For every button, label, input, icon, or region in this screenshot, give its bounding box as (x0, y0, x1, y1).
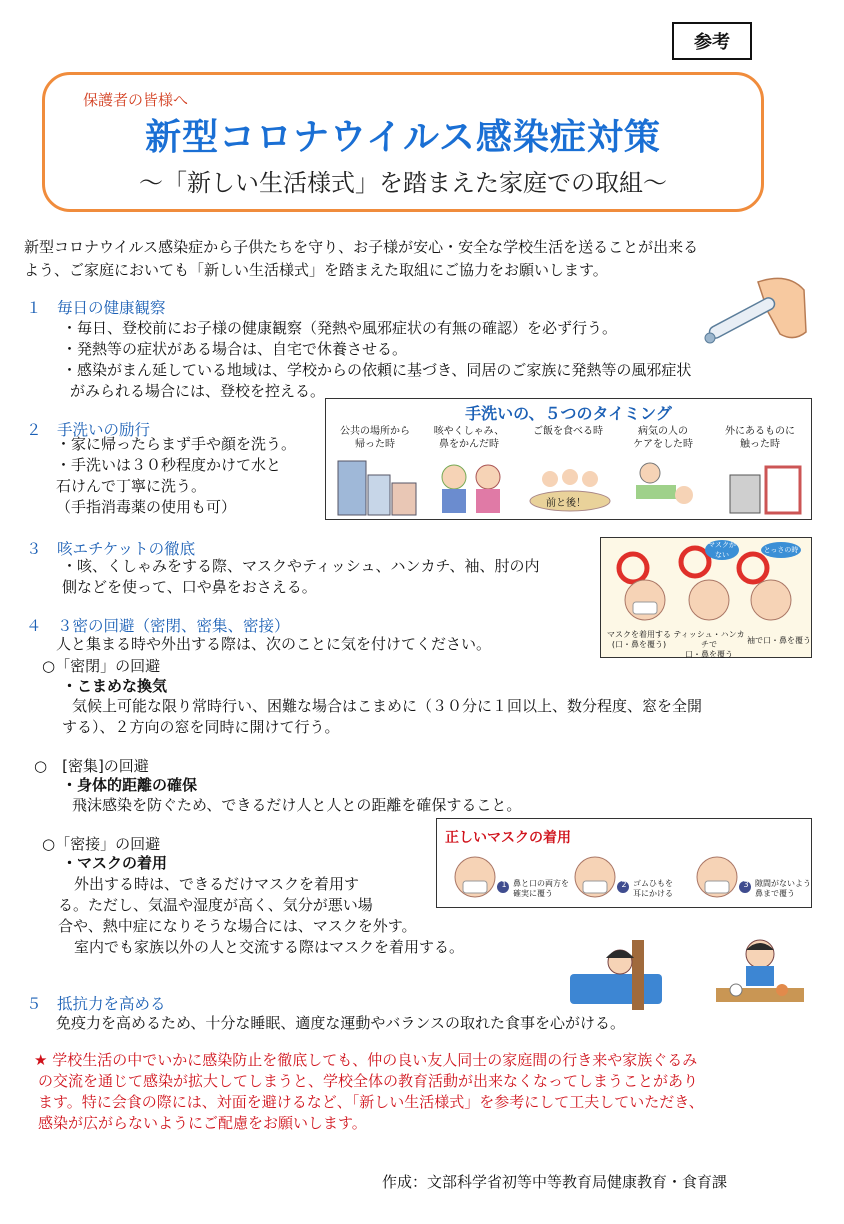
cough-etiquette-panel (600, 537, 812, 658)
crowded-body: 飛沫感染を防ぐため、できるだけ人と人との距離を確保すること。 (72, 796, 522, 814)
section1-line: がみられる場合には、登校を控える。 (70, 382, 326, 400)
close-contact-line: 室内でも家族以外の人と交流する際はマスクを着用する。 (74, 938, 465, 956)
handwash-caption-5: 外にあるものに 触った時 (725, 426, 795, 450)
mask-step-1-text: 鼻と口の両方を 確実に覆う (513, 879, 569, 898)
closed-body (62, 696, 792, 738)
mask-wearing-panel (436, 818, 812, 908)
mask-step-2-number: 2 (621, 880, 627, 889)
section5-title: ５ 抵抗力を高める (26, 995, 166, 1013)
close-contact-line: 合や、熱中症になりそうな場合には、マスクを外す。 (58, 917, 417, 935)
section1-title: １ 毎日の健康観察 (26, 299, 166, 317)
reference-label: 参考 (672, 22, 752, 60)
handwash-timing-panel (325, 398, 812, 520)
notice-line: 感染が広がらないようにご配慮をお願いします。 (38, 1114, 367, 1132)
section1-line: ・感染がまん延している地域は、学校からの依頼に基づき、同居のご家族に発熱等の風邪症状 (62, 361, 692, 379)
close-contact-line: る。ただし、気温や湿度が高く、気分が悪い場 (58, 896, 373, 914)
notice-line: 学校生活の中でいかに感染防止を徹底しても、仲の良い友人同士の家庭間の行き来や家族ぐるみ (52, 1051, 698, 1069)
handwash-note: 前と後！ (546, 498, 586, 509)
closed-line: 気候上可能な限り常時行い、困難な場合はこまめに（３０分に１回以上、数分程度、窓を全開 (72, 697, 703, 715)
section2-line: 石けんで丁寧に洗う。 (56, 477, 207, 495)
section1-line: ・発熱等の症状がある場合は、自宅で休養させる。 (62, 340, 408, 358)
thermometer-illustration (698, 272, 810, 354)
section3-title: ３ 咳エチケットの徹底 (26, 540, 196, 558)
section3-body (62, 556, 597, 598)
handwash-caption-1: 公共の場所から 帰った時 (340, 426, 410, 450)
cough-caption-2: ティッシュ・ハンカチで 口・鼻を覆う (673, 630, 745, 659)
intro-text (24, 236, 784, 282)
section4-lead: 人と集まる時や外出する際は、次のことに気を付けてください。 (56, 635, 492, 653)
mask-step-1-number: 1 (501, 880, 507, 889)
section5-body: 免疫力を高めるため、十分な睡眠、適度な運動やバランスの取れた食事を心がける。 (56, 1014, 625, 1032)
handwash-caption-2: 咳やくしゃみ、 鼻をかんだ時 (433, 426, 505, 450)
intro-line: 新型コロナウイルス感染症から子供たちを守り、お子様が安心・安全な学校生活を送ることが出来る (24, 238, 699, 256)
mask-step-2-text: ゴムひもを 耳にかける (633, 879, 673, 898)
section3-line: ・咳、くしゃみをする際、マスクやティッシュ、ハンカチ、袖、肘の内 (62, 557, 540, 575)
page-subtitle: ～「新しい生活様式」を踏まえた家庭での取組～ (139, 169, 667, 197)
mask-step-3-text: 隙間がないよう 鼻まで覆う (755, 879, 811, 898)
section4-title: ４ ３密の回避（密閉、密集、密接） (26, 617, 290, 635)
sleeping-child-illustration (566, 930, 666, 1014)
section2-line: ・家に帰ったらまず手や顔を洗う。 (56, 435, 297, 453)
footer-credit: 作成：文部科学省初等中等教育局健康教育・食育課 (382, 1173, 728, 1191)
sudden-bubble: とっさの時 (761, 542, 801, 558)
notice-box (34, 1050, 804, 1134)
closed-title: ○「密閉」の回避 (42, 657, 161, 675)
notice-line: の交流を通じて感染が拡大してしまうと、学校全体の教育活動が出来なくなってしまうことがあり (38, 1072, 699, 1090)
section1-line: ・毎日、登校前にお子様の健康観察（発熱や風邪症状の有無の確認）を必ず行う。 (62, 319, 618, 337)
closed-line: する）、２方向の窓を同時に開けて行う。 (62, 718, 340, 736)
section2-body (56, 434, 326, 518)
intro-line: よう、ご家庭においても「新しい生活様式」を踏まえた取組にご協力をお願いします。 (24, 261, 608, 279)
header-box (42, 72, 764, 212)
no-mask-bubble: マスクがない (705, 540, 739, 560)
cough-caption-1: マスクを着用する (口・鼻を覆う) (607, 630, 671, 649)
mask-panel-title: 正しいマスクの着用 (445, 830, 571, 846)
crowded-item: ・身体的距離の確保 (62, 776, 198, 794)
handwash-caption-4: 病気の人の ケアをした時 (633, 426, 693, 450)
section2-line: ・手洗いは３０秒程度かけて水と (56, 456, 282, 474)
close-contact-item: ・マスクの着用 (62, 854, 168, 872)
eating-child-illustration (712, 934, 808, 1008)
section2-title: ２ 手洗いの励行 (26, 421, 151, 439)
close-contact-title: ○「密接」の回避 (42, 835, 161, 853)
section2-line: （手指消毒薬の使用も可） (56, 498, 237, 516)
crowded-title: ○ [密集]の回避 (34, 757, 149, 775)
notice-star: ★ (34, 1051, 48, 1069)
close-contact-line: 外出する時は、できるだけマスクを着用す (74, 875, 360, 893)
section3-line: 側などを使って、口や鼻をおさえる。 (62, 578, 317, 596)
handwash-panel-title: 手洗いの、５つのタイミング (465, 404, 672, 423)
notice-line: ます。特に会食の際には、対面を避けるなど、「新しい生活様式」を参考にして工夫していただき、 (38, 1093, 704, 1111)
page-title: 新型コロナウイルス感染症対策 (145, 117, 661, 158)
cough-caption-3: 袖で口・鼻を覆う (747, 636, 811, 645)
handwash-caption-3: ご飯を食べる時 (533, 426, 603, 437)
closed-item: ・こまめな換気 (62, 677, 168, 695)
mask-step-3-number: 3 (743, 880, 749, 889)
section1-body (62, 318, 762, 402)
header-to: 保護者の皆様へ (83, 91, 189, 109)
